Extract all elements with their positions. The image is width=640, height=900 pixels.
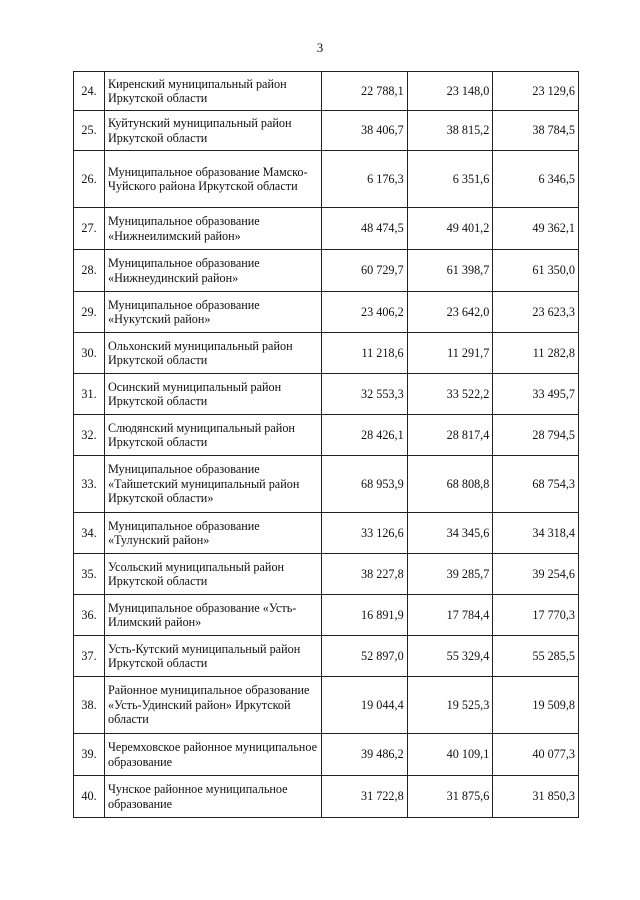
table-row (74, 208, 579, 250)
municipality-name: Ольхонский муниципальный район Иркутской области (105, 333, 322, 374)
value-3: 38 784,5 (493, 111, 579, 151)
municipality-name: Районное муниципальное образование «Усть-Удинский район» Иркутской области (105, 677, 322, 734)
value-2: 28 817,4 (407, 415, 493, 456)
municipality-name: Слюдянский муниципальный район Иркутской области (105, 415, 322, 456)
row-number: 36. (74, 595, 105, 636)
value-2: 23 642,0 (407, 292, 493, 333)
row-number: 24. (74, 72, 105, 111)
table-row (74, 776, 579, 818)
row-number: 31. (74, 374, 105, 415)
row-number: 33. (74, 456, 105, 513)
municipality-name: Чунское районное муниципальное образование (105, 776, 322, 818)
value-2: 17 784,4 (407, 595, 493, 636)
value-2: 6 351,6 (407, 151, 493, 208)
value-1: 32 553,3 (322, 374, 408, 415)
municipality-name: Муниципальное образование «Усть-Илимский район» (105, 595, 322, 636)
municipality-name: Муниципальное образование «Тулунский район» (105, 513, 322, 554)
value-3: 33 495,7 (493, 374, 579, 415)
value-2: 11 291,7 (407, 333, 493, 374)
row-number: 39. (74, 734, 105, 776)
row-number: 29. (74, 292, 105, 333)
row-number: 30. (74, 333, 105, 374)
value-2: 68 808,8 (407, 456, 493, 513)
value-1: 33 126,6 (322, 513, 408, 554)
value-2: 40 109,1 (407, 734, 493, 776)
table-row (74, 513, 579, 554)
value-3: 34 318,4 (493, 513, 579, 554)
row-number: 27. (74, 208, 105, 250)
value-1: 23 406,2 (322, 292, 408, 333)
value-1: 6 176,3 (322, 151, 408, 208)
value-2: 19 525,3 (407, 677, 493, 734)
table-row (74, 595, 579, 636)
row-number: 34. (74, 513, 105, 554)
value-3: 40 077,3 (493, 734, 579, 776)
value-3: 28 794,5 (493, 415, 579, 456)
row-number: 28. (74, 250, 105, 292)
value-3: 19 509,8 (493, 677, 579, 734)
row-number: 26. (74, 151, 105, 208)
value-3: 49 362,1 (493, 208, 579, 250)
table-row (74, 636, 579, 677)
municipality-name: Осинский муниципальный район Иркутской области (105, 374, 322, 415)
value-2: 39 285,7 (407, 554, 493, 595)
value-1: 19 044,4 (322, 677, 408, 734)
municipality-name: Муниципальное образование Мамско-Чуйского района Иркутской области (105, 151, 322, 208)
municipality-name: Киренский муниципальный район Иркутской области (105, 72, 322, 111)
value-2: 34 345,6 (407, 513, 493, 554)
table-row (74, 151, 579, 208)
value-2: 55 329,4 (407, 636, 493, 677)
value-2: 23 148,0 (407, 72, 493, 111)
value-3: 17 770,3 (493, 595, 579, 636)
value-3: 23 623,3 (493, 292, 579, 333)
page-number: 3 (316, 40, 324, 55)
value-2: 61 398,7 (407, 250, 493, 292)
value-3: 11 282,8 (493, 333, 579, 374)
municipality-name: Черемховское районное муниципальное образование (105, 734, 322, 776)
table-row (74, 292, 579, 333)
value-3: 6 346,5 (493, 151, 579, 208)
table-row (74, 333, 579, 374)
table-row (74, 111, 579, 151)
table-row (74, 677, 579, 734)
table-row (74, 250, 579, 292)
value-1: 31 722,8 (322, 776, 408, 818)
value-1: 48 474,5 (322, 208, 408, 250)
value-2: 38 815,2 (407, 111, 493, 151)
row-number: 35. (74, 554, 105, 595)
row-number: 25. (74, 111, 105, 151)
value-3: 61 350,0 (493, 250, 579, 292)
row-number: 38. (74, 677, 105, 734)
value-3: 23 129,6 (493, 72, 579, 111)
row-number: 37. (74, 636, 105, 677)
budget-table (73, 71, 579, 818)
value-2: 31 875,6 (407, 776, 493, 818)
value-2: 49 401,2 (407, 208, 493, 250)
table-row (74, 734, 579, 776)
value-1: 28 426,1 (322, 415, 408, 456)
value-3: 31 850,3 (493, 776, 579, 818)
municipality-name: Муниципальное образование «Нижнеилимский район» (105, 208, 322, 250)
value-1: 39 486,2 (322, 734, 408, 776)
value-1: 16 891,9 (322, 595, 408, 636)
table-row (74, 456, 579, 513)
table-row (74, 374, 579, 415)
value-1: 38 227,8 (322, 554, 408, 595)
value-1: 38 406,7 (322, 111, 408, 151)
municipality-name: Муниципальное образование «Тайшетский муниципальный район Иркутской области» (105, 456, 322, 513)
value-1: 52 897,0 (322, 636, 408, 677)
row-number: 40. (74, 776, 105, 818)
value-2: 33 522,2 (407, 374, 493, 415)
municipality-name: Усольский муниципальный район Иркутской области (105, 554, 322, 595)
value-1: 68 953,9 (322, 456, 408, 513)
municipality-name: Муниципальное образование «Нукутский район» (105, 292, 322, 333)
table-row (74, 554, 579, 595)
value-1: 11 218,6 (322, 333, 408, 374)
value-3: 68 754,3 (493, 456, 579, 513)
value-3: 55 285,5 (493, 636, 579, 677)
value-3: 39 254,6 (493, 554, 579, 595)
value-1: 22 788,1 (322, 72, 408, 111)
row-number: 32. (74, 415, 105, 456)
table-row (74, 72, 579, 111)
table-row (74, 415, 579, 456)
municipality-name: Усть-Кутский муниципальный район Иркутской области (105, 636, 322, 677)
municipality-name: Куйтунский муниципальный район Иркутской области (105, 111, 322, 151)
value-1: 60 729,7 (322, 250, 408, 292)
municipality-name: Муниципальное образование «Нижнеудинский район» (105, 250, 322, 292)
